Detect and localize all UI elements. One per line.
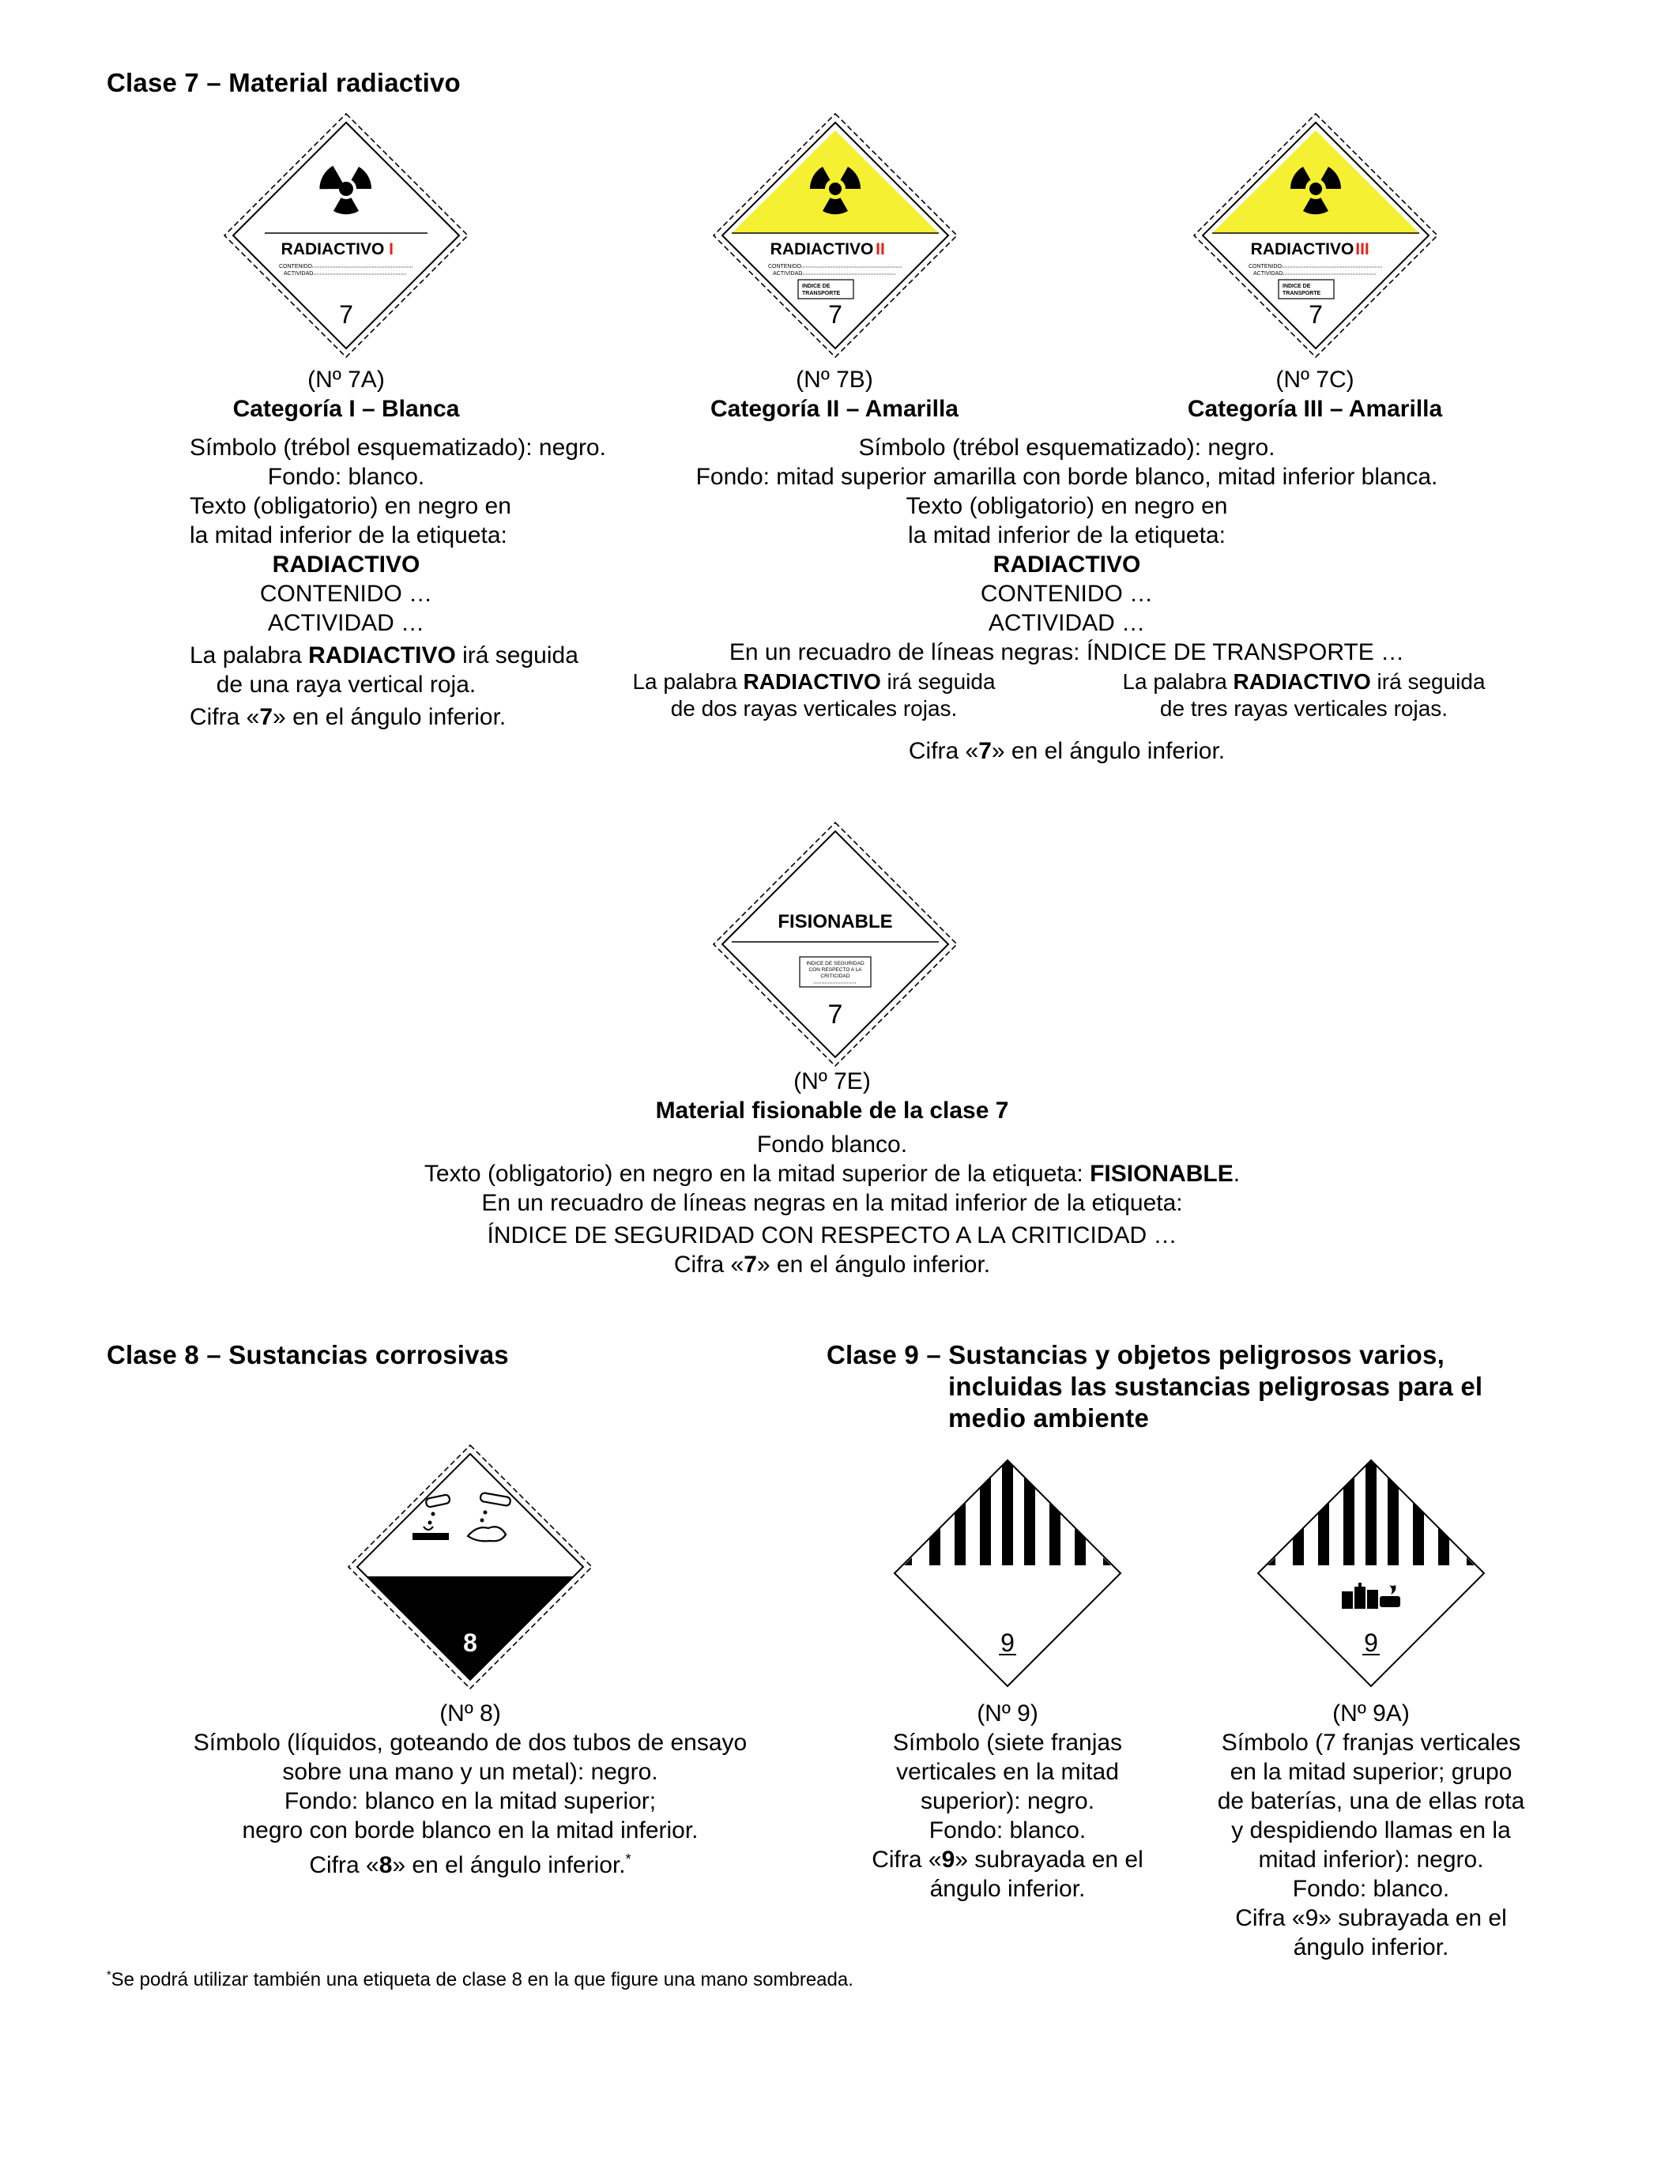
stripes-icon xyxy=(1268,1460,1475,1565)
class7-heading: Clase 7 – Material radiactivo xyxy=(107,68,461,97)
svg-text:ACTIVIDAD: ACTIVIDAD xyxy=(284,271,314,277)
svg-text:CONTENIDO: CONTENIDO xyxy=(768,264,801,269)
class-number: 7 xyxy=(827,1000,843,1030)
label-title: Categoría III – Amarilla xyxy=(1187,396,1443,422)
svg-text:INDICE DE SEGURIDAD: INDICE DE SEGURIDAD xyxy=(806,961,864,966)
caption-7b-head xyxy=(678,365,991,424)
label-number: (Nº 7B) xyxy=(796,367,873,393)
caption-8: (Nº 8) Símbolo (líquidos, goteando de dos tubos de ensayo sobre una mano y un metal): negro. Fondo: blanco en la mitad superior; negro con borde blanco en la mitad inferior. Cifra «8» en el ángulo inferior.* xyxy=(158,1699,782,1880)
radiactivo-word: RADIACTIVO xyxy=(281,240,385,258)
label-9-peligrosos-varios xyxy=(885,1451,1130,1696)
red-bars: I xyxy=(389,240,394,258)
svg-text:CONTENIDO: CONTENIDO xyxy=(279,264,312,269)
label-title: Material fisionable de la clase 7 xyxy=(655,1098,1009,1124)
caption-7bc-cifra: Cifra «7» en el ángulo inferior. xyxy=(908,738,1226,764)
svg-text:ACTIVIDAD: ACTIVIDAD xyxy=(1253,271,1283,277)
svg-text:INDICE DE: INDICE DE xyxy=(1283,284,1311,289)
svg-text:INDICE DE: INDICE DE xyxy=(802,284,831,289)
label-number: (Nº 9) xyxy=(977,1700,1038,1726)
caption-9a: (Nº 9A) Símbolo (7 franjas verticales en la mitad superior; grupo de baterías, una de ellas rota y despidiendo llamas en la mitad inferior): negro. Fondo: blanco. Cifra «9» subrayada en el ángulo inferior. xyxy=(1185,1699,1557,1962)
class-number: 9 xyxy=(1000,1629,1015,1657)
red-bars: III xyxy=(1355,240,1369,258)
caption-9: (Nº 9) Símbolo (siete franjas verticales en la mitad superior): negro. Fondo: blanco. Cifra «9» subrayada en el ángulo inferior. xyxy=(838,1699,1177,1903)
svg-text:CRITICIDAD: CRITICIDAD xyxy=(820,973,850,979)
label-number: (Nº 7A) xyxy=(307,367,385,393)
label-number: (Nº 8) xyxy=(439,1700,501,1726)
svg-text:TRANSPORTE: TRANSPORTE xyxy=(1283,291,1321,296)
class-number: 7 xyxy=(1309,300,1323,329)
label-7e-fisionable xyxy=(713,822,958,1067)
class9-heading-line2: incluidas las sustancias peligrosas para el xyxy=(948,1372,1483,1401)
label-title: Categoría II – Amarilla xyxy=(710,396,959,422)
red-bars: II xyxy=(876,240,885,258)
svg-text:CON RESPECTO A LA: CON RESPECTO A LA xyxy=(808,967,862,973)
label-number: (Nº 7E) xyxy=(793,1068,871,1094)
label-number: (Nº 7C) xyxy=(1275,367,1354,393)
label-7b-radiactivo-ii xyxy=(713,113,958,358)
caption-7bc-shared: Símbolo (trébol esquematizado): negro. Fondo: mitad superior amarilla con borde blanco, mitad inferior blanca. Texto (obligatorio) en negro en la mitad inferior de la etiqueta: RADIACTIVO CONTENIDO … ACTIVIDAD … En un recuadro de líneas negras: ÍNDICE DE TRANSPORTE … xyxy=(695,435,1438,665)
caption-7c-head xyxy=(1158,365,1471,424)
class-number: 9 xyxy=(1364,1629,1378,1657)
label-title: Categoría I – Blanca xyxy=(232,396,460,422)
label-8-corrosivas xyxy=(348,1444,593,1689)
caption-7a: (Nº 7A) Categoría I – Blanca Símbolo (trébol esquematizado): negro. Fondo: blanco. Texto (obligatorio) en negro en la mitad inferior de la etiqueta: RADIACTIVO CONTENIDO … ACTIVIDAD … La palabra RADIACTIVO irá seguida de una raya vertical roja. Cifra «7» en el ángulo inferior. xyxy=(190,367,606,730)
stripes-icon xyxy=(904,1460,1111,1565)
class9-heading-line1: Clase 9 – Sustancias y objetos peligrosos varios, xyxy=(827,1340,1445,1369)
fisionable-word: FISIONABLE xyxy=(778,911,893,932)
class-number: 7 xyxy=(828,300,842,329)
class-number: 8 xyxy=(463,1629,477,1657)
label-7a-radiactivo-i xyxy=(224,113,469,358)
footnote-mark: * xyxy=(107,1969,111,1982)
radiactivo-word: RADIACTIVO xyxy=(770,240,874,258)
radiactivo-word: RADIACTIVO xyxy=(1250,240,1354,258)
label-number: (Nº 9A) xyxy=(1332,1700,1410,1726)
label-9a-baterias xyxy=(1249,1451,1494,1696)
footnote xyxy=(107,1969,853,1991)
footnote-text: Se podrá utilizar también una etiqueta de clase 8 en la que figure una mano sombreada. xyxy=(111,1969,853,1990)
svg-text:ACTIVIDAD: ACTIVIDAD xyxy=(773,271,803,277)
svg-text:CONTENIDO: CONTENIDO xyxy=(1249,264,1282,269)
caption-7c-extra: La palabra RADIACTIVO irá seguida de tres rayas verticales rojas. xyxy=(1122,669,1486,721)
class8-heading: Clase 8 – Sustancias corrosivas xyxy=(107,1340,509,1369)
label-7c-radiactivo-iii xyxy=(1193,113,1438,358)
class-number: 7 xyxy=(339,300,353,329)
svg-text:TRANSPORTE: TRANSPORTE xyxy=(802,291,841,296)
caption-7e: (Nº 7E) Material fisionable de la clase 7 Fondo blanco. Texto (obligatorio) en negro en la mitad superior de la etiqueta: FISIONABLE. En un recuadro de líneas negras en la mitad inferior de la etiqueta: ÍNDICE DE SEGURIDAD CON RESPECTO A LA CRITICIDAD … Cifra «7» en el ángulo inferior. xyxy=(316,1067,1348,1279)
caption-7b-extra: La palabra RADIACTIVO irá seguida de dos rayas verticales rojas. xyxy=(632,669,996,721)
class9-heading-line3: medio ambiente xyxy=(948,1403,1150,1433)
